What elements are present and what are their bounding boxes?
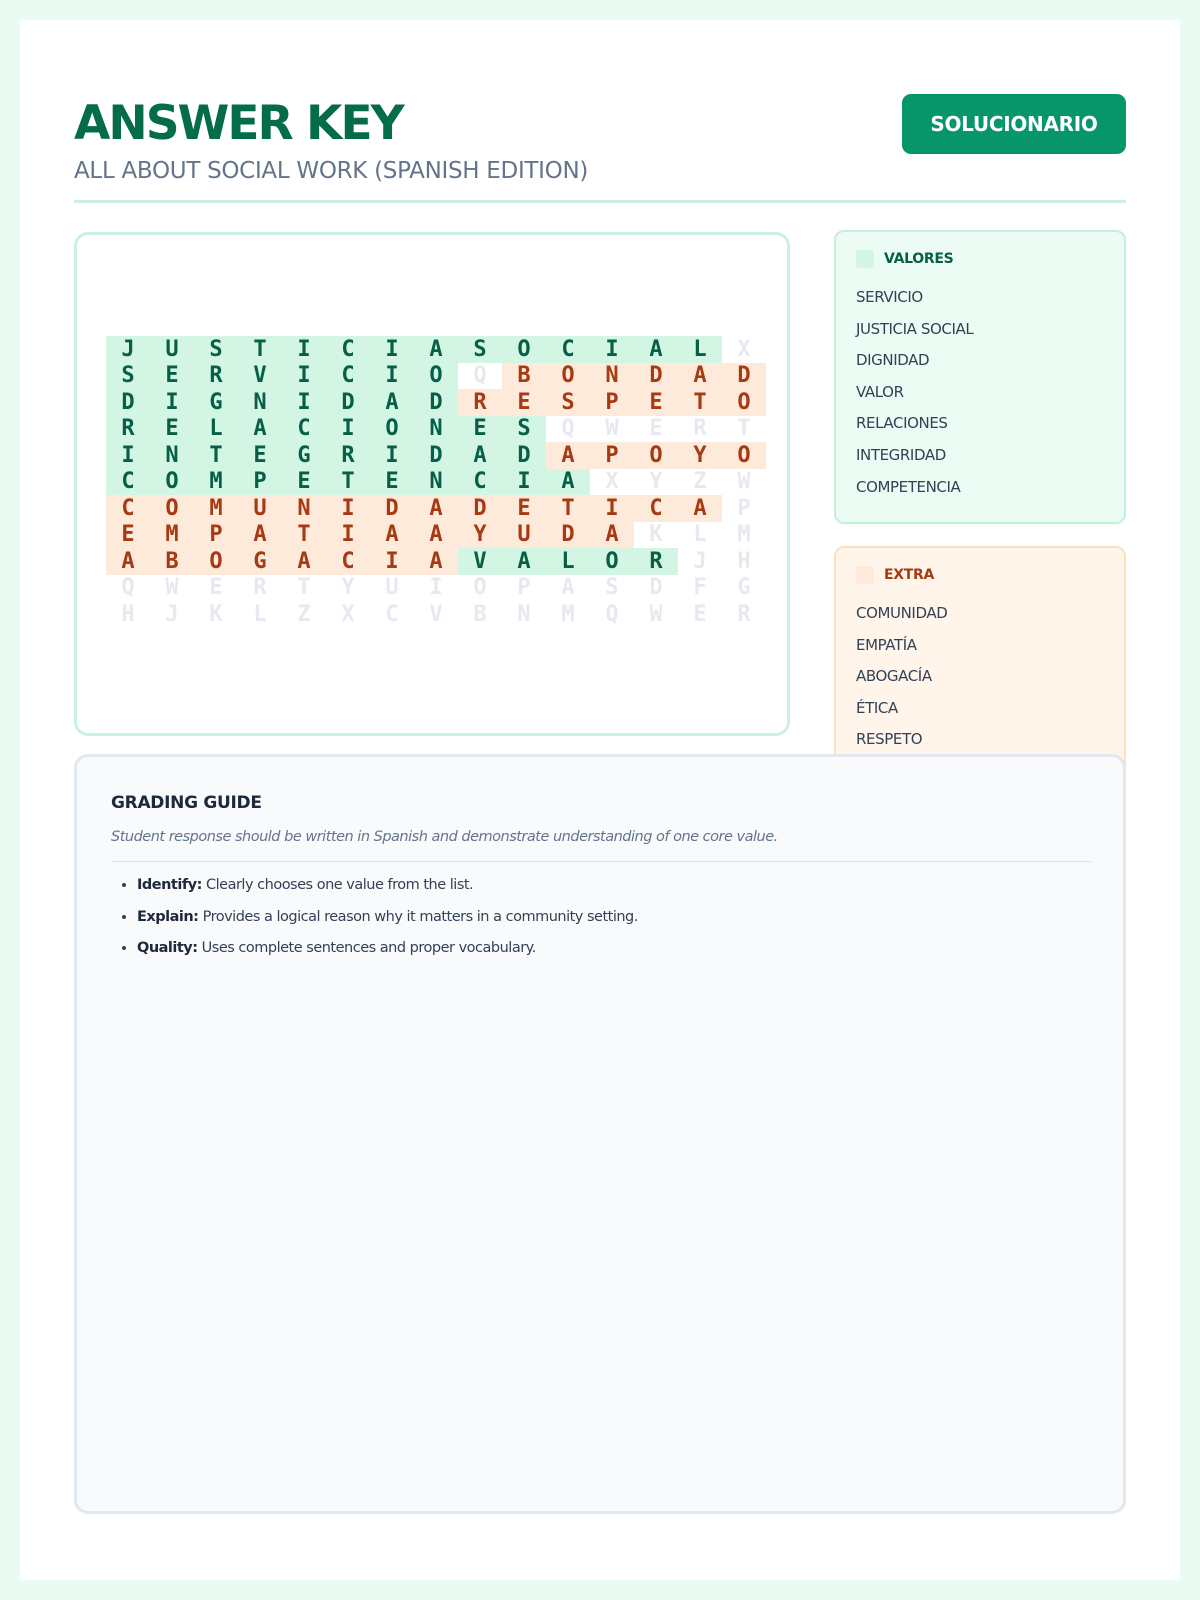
grid-cell: A [106, 548, 150, 575]
grid-cell: C [546, 336, 590, 363]
valores-word-list [856, 287, 973, 508]
grid-cell: R [253, 575, 267, 601]
grading-criterion [137, 905, 638, 937]
grid-cell: O [473, 575, 487, 601]
grid-cell: O [370, 416, 414, 443]
criterion-label: Quality: [137, 940, 198, 956]
grid-cell: D [502, 442, 546, 469]
grid-cell: J [693, 548, 707, 574]
page-title: ANSWER KEY [74, 96, 403, 151]
grid-cell: C [282, 416, 326, 443]
grid-cell: D [546, 522, 590, 549]
grading-criterion [137, 936, 638, 968]
extra-color-swatch [856, 566, 874, 584]
grid-cell: S [106, 363, 150, 390]
grid-cell: L [253, 601, 267, 627]
grid-cell: R [634, 548, 678, 575]
grid-cell: C [326, 548, 370, 575]
grid-cell: A [414, 495, 458, 522]
grid-cell: K [649, 522, 663, 548]
valores-word: SERVICIO [856, 288, 923, 306]
grid-cell: U [238, 495, 282, 522]
grid-cell: M [194, 469, 238, 496]
grid-cell: F [693, 575, 707, 601]
grid-cell: I [326, 522, 370, 549]
grid-cell: L [546, 548, 590, 575]
word-search-card [74, 232, 790, 736]
grid-cell: A [678, 363, 722, 390]
grid-cell: D [722, 363, 766, 390]
grid-cell: O [722, 389, 766, 416]
grid-cell: A [561, 575, 575, 601]
answer-key-page [20, 20, 1180, 1580]
grid-cell: S [194, 336, 238, 363]
grid-cell: T [238, 336, 282, 363]
grid-cell: W [649, 601, 663, 627]
grid-cell: R [737, 601, 751, 627]
grid-cell: C [106, 495, 150, 522]
grid-cell: I [370, 363, 414, 390]
grid-cell: A [414, 522, 458, 549]
grid-cell: T [546, 495, 590, 522]
extra-word: ÉTICA [856, 698, 898, 717]
grid-cell: I [590, 336, 634, 363]
grid-cell: X [737, 336, 751, 362]
grid-cell: A [238, 522, 282, 549]
grid-cell: E [693, 601, 707, 627]
grid-cell: N [150, 442, 194, 469]
grid-cell: E [282, 469, 326, 496]
grid-cell: I [429, 575, 443, 601]
grid-cell: O [590, 548, 634, 575]
grid-cell: C [106, 469, 150, 496]
valores-word: VALOR [856, 382, 904, 401]
grid-cell: N [414, 469, 458, 496]
grid-cell: M [737, 522, 751, 548]
grid-cell: V [458, 548, 502, 575]
grading-guide-divider [111, 861, 1091, 862]
grid-cell: I [326, 416, 370, 443]
grid-cell: A [458, 442, 502, 469]
grid-cell: S [458, 336, 502, 363]
grid-cell: M [194, 495, 238, 522]
grid-cell: I [370, 336, 414, 363]
grid-cell: O [546, 363, 590, 390]
grid-cell: D [370, 495, 414, 522]
grid-cell: P [238, 469, 282, 496]
grid-cell: O [150, 469, 194, 496]
grid-cell: A [238, 416, 282, 443]
grid-cell: P [194, 522, 238, 549]
grid-cell: M [150, 522, 194, 549]
grading-guide-note: Student response should be written in Spanish and demonstrate understanding of one core value. [111, 829, 778, 845]
grid-cell: D [634, 363, 678, 390]
grid-cell: N [238, 389, 282, 416]
grid-cell: I [326, 495, 370, 522]
grid-cell: T [297, 575, 311, 601]
grid-cell: R [326, 442, 370, 469]
grid-cell: E [106, 522, 150, 549]
grid-cell: L [693, 522, 707, 548]
extra-word: EMPATÍA [856, 635, 917, 654]
grid-cell: C [634, 495, 678, 522]
criterion-text: Provides a logical reason why it matters in a community setting. [202, 908, 638, 925]
header-divider [74, 200, 1126, 203]
valores-word: INTEGRIDAD [856, 445, 946, 464]
grid-cell: D [649, 575, 663, 601]
grid-cell: A [282, 548, 326, 575]
grid-cell: T [326, 469, 370, 496]
grid-cell: D [458, 495, 502, 522]
grid-cell: V [429, 601, 443, 627]
valores-panel [834, 230, 1126, 524]
grid-cell: H [121, 601, 135, 627]
grid-cell: A [414, 336, 458, 363]
grid-cell: B [473, 601, 487, 627]
grid-cell: S [605, 575, 619, 601]
grid-cell: U [502, 522, 546, 549]
grid-cell: R [194, 363, 238, 390]
grid-cell: T [194, 442, 238, 469]
grid-cell: J [106, 336, 150, 363]
grid-cell: T [678, 389, 722, 416]
grid-cell: N [414, 416, 458, 443]
valores-color-swatch [856, 250, 874, 268]
valores-word: JUSTICIA SOCIAL [856, 319, 974, 338]
grid-cell: O [722, 442, 766, 469]
valores-word: COMPETENCIA [856, 477, 961, 496]
grid-cell: W [737, 469, 751, 495]
grid-cell: P [517, 575, 531, 601]
word-search-grid [106, 336, 766, 628]
grid-cell: E [238, 442, 282, 469]
grid-cell: I [282, 363, 326, 390]
grid-cell: M [561, 601, 575, 627]
grid-cell: Q [458, 363, 502, 390]
grid-cell: Q [561, 416, 575, 442]
grading-guide-title: GRADING GUIDE [111, 793, 262, 813]
grid-cell: U [150, 336, 194, 363]
grid-cell: O [414, 363, 458, 390]
grid-cell: Y [678, 442, 722, 469]
grid-cell: Z [693, 469, 707, 495]
grid-cell: S [546, 389, 590, 416]
grid-cell: G [194, 389, 238, 416]
criterion-label: Explain: [137, 908, 199, 925]
grid-cell: D [326, 389, 370, 416]
grid-cell: Y [341, 575, 355, 601]
grid-cell: Q [605, 601, 619, 627]
grid-cell: E [150, 416, 194, 443]
grid-cell: I [370, 442, 414, 469]
extra-word: COMUNIDAD [856, 604, 948, 622]
grid-cell: Y [649, 469, 663, 495]
grid-cell: O [150, 495, 194, 522]
grid-cell: C [326, 336, 370, 363]
grid-cell: R [693, 416, 707, 442]
grid-cell: A [678, 495, 722, 522]
grid-cell: G [238, 548, 282, 575]
grid-cell: A [546, 469, 590, 496]
grading-criterion [137, 873, 638, 905]
grid-cell: O [502, 336, 546, 363]
grid-cell: R [458, 389, 502, 416]
grid-cell: E [502, 495, 546, 522]
extra-word: ABOGACÍA [856, 667, 932, 686]
solucionario-badge: SOLUCIONARIO [902, 94, 1126, 154]
grid-cell: E [458, 416, 502, 443]
grid-cell: N [590, 363, 634, 390]
grid-cell: Q [121, 575, 135, 601]
grid-cell: I [150, 389, 194, 416]
grid-cell: E [150, 363, 194, 390]
grid-cell: W [605, 416, 619, 442]
criterion-text: Uses complete sentences and proper vocabulary. [201, 940, 536, 956]
grid-cell: A [546, 442, 590, 469]
grid-cell: K [209, 601, 223, 627]
grid-cell: B [150, 548, 194, 575]
grid-cell: V [238, 363, 282, 390]
grid-cell: P [590, 442, 634, 469]
grid-cell: X [605, 469, 619, 495]
grid-cell: P [590, 389, 634, 416]
grading-criteria-list [111, 873, 638, 968]
grid-cell: T [282, 522, 326, 549]
grid-cell: E [634, 389, 678, 416]
grid-cell: G [737, 575, 751, 601]
grid-cell: E [209, 575, 223, 601]
grid-cell: C [326, 363, 370, 390]
grid-cell: Y [458, 522, 502, 549]
page-subtitle: ALL ABOUT SOCIAL WORK (SPANISH EDITION) [74, 158, 589, 184]
grid-cell: E [502, 389, 546, 416]
grid-cell: A [502, 548, 546, 575]
grid-cell: E [649, 416, 663, 442]
valores-header [856, 250, 953, 268]
grid-cell: B [502, 363, 546, 390]
grid-cell: I [590, 495, 634, 522]
grid-cell: G [282, 442, 326, 469]
extra-title: EXTRA [884, 567, 935, 583]
criterion-label: Identify: [137, 877, 202, 893]
grid-cell: H [737, 548, 751, 574]
grid-cell: R [106, 416, 150, 443]
grid-cell: A [414, 548, 458, 575]
grid-cell: D [414, 442, 458, 469]
grid-cell: L [678, 336, 722, 363]
grid-cell: I [370, 548, 414, 575]
grid-cell: A [590, 522, 634, 549]
grading-guide [74, 754, 1126, 1514]
grid-cell: I [282, 336, 326, 363]
grid-cell: T [737, 416, 751, 442]
grid-cell: C [458, 469, 502, 496]
grid-cell: A [634, 336, 678, 363]
grid-cell: J [165, 601, 179, 627]
criterion-text: Clearly chooses one value from the list. [206, 877, 474, 893]
grid-cell: S [502, 416, 546, 443]
extra-header [856, 566, 934, 584]
valores-title: VALORES [884, 251, 954, 267]
grid-cell: U [385, 575, 399, 601]
grid-cell: O [634, 442, 678, 469]
grid-cell: N [517, 601, 531, 627]
valores-word: RELACIONES [856, 414, 948, 433]
grid-cell: E [370, 469, 414, 496]
extra-word: RESPETO [856, 730, 923, 749]
grid-cell: I [502, 469, 546, 496]
grid-cell: A [370, 522, 414, 549]
grid-cell: I [106, 442, 150, 469]
grid-cell: X [341, 601, 355, 627]
grid-cell: O [194, 548, 238, 575]
grid-cell: N [282, 495, 326, 522]
grid-cell: P [737, 495, 751, 521]
grid-cell: L [194, 416, 238, 443]
valores-word: DIGNIDAD [856, 351, 930, 370]
grid-cell: A [370, 389, 414, 416]
grid-cell: D [106, 389, 150, 416]
grid-cell: D [414, 389, 458, 416]
grid-cell: I [282, 389, 326, 416]
grid-cell: Z [297, 601, 311, 627]
grid-cell: C [385, 601, 399, 627]
grid-cell: W [165, 575, 179, 601]
